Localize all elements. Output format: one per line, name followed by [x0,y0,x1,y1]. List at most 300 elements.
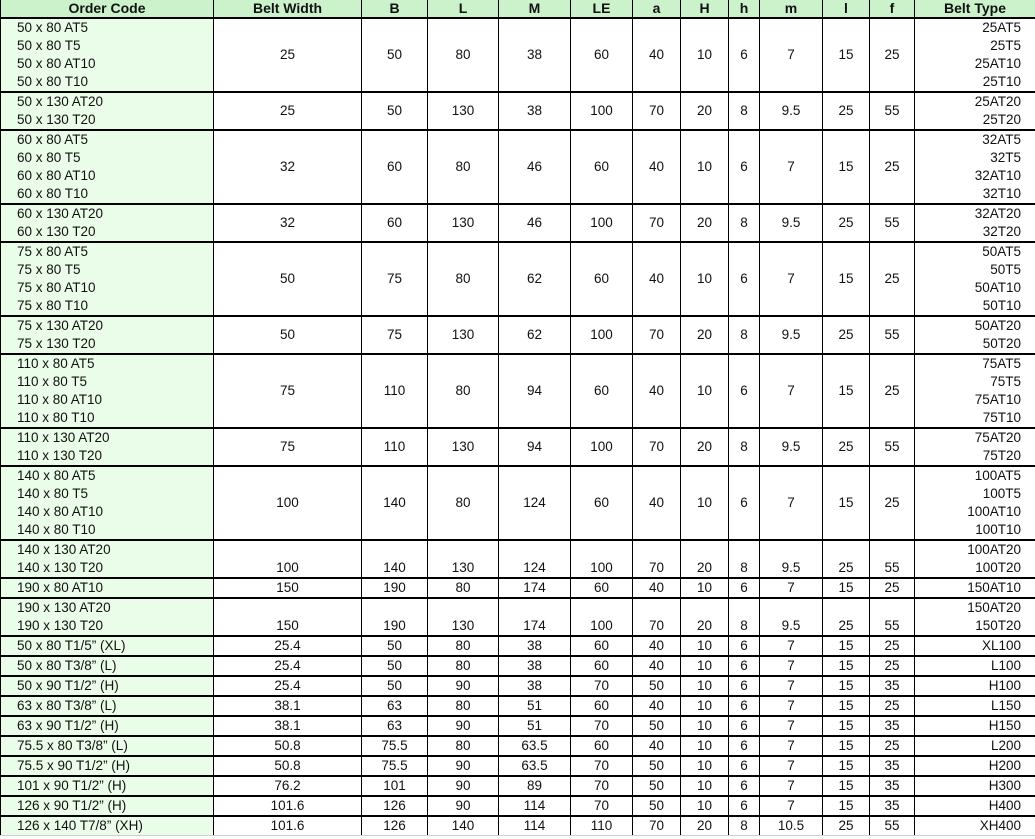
value-cell: 140 [428,816,499,836]
value-cell: 8 [729,598,760,636]
value-cell: 60 [571,130,633,204]
belt-type: 50AT20 [974,318,1021,333]
value-cell: 40 [633,656,681,676]
value-cell: 55 [870,92,915,130]
value-cell: 15 [823,466,870,540]
value-cell: 25 [823,816,870,836]
value-cell: 50.8 [214,756,362,776]
value-cell: 10 [681,656,729,676]
belt-type: 150AT10 [967,580,1021,595]
table-row [1,816,1035,836]
belt-type-cell [915,242,1035,316]
belt-type: XH400 [979,818,1021,833]
value-cell: 100 [571,540,633,578]
belt-type-cell [915,578,1035,598]
order-code: 50 x 80 T10 [17,74,89,89]
value-cell: 7 [760,676,823,696]
order-code: 140 x 80 T5 [17,486,89,501]
value-cell: 10 [681,354,729,428]
value-cell: 25.4 [214,676,362,696]
value-cell: 6 [729,18,760,92]
value-cell: 126 [362,816,428,836]
value-cell: 70 [571,676,633,696]
belt-type: 25AT20 [974,94,1021,109]
belt-type-cell [915,816,1035,836]
value-cell: 55 [870,316,915,354]
value-cell: 70 [633,816,681,836]
value-cell: 25 [823,316,870,354]
order-code-cell [1,540,214,578]
value-cell: 50 [633,676,681,696]
belt-type: 25T5 [990,38,1021,53]
col-header-f: f [870,0,915,18]
belt-type: 150T20 [975,618,1021,633]
value-cell: 20 [681,598,729,636]
value-cell: 70 [571,716,633,736]
table-row [1,578,1035,598]
order-code-cell [1,242,214,316]
col-header-le: LE [571,0,633,18]
order-code-cell [1,204,214,242]
belt-type: 100T5 [982,486,1021,501]
belt-type-cell [915,676,1035,696]
belt-type: 25T20 [982,112,1021,127]
value-cell: 80 [428,466,499,540]
value-cell: 8 [729,92,760,130]
value-cell: 50 [362,18,428,92]
value-cell: 114 [499,796,571,816]
belt-type: 25AT10 [974,56,1021,71]
value-cell: 190 [362,578,428,598]
value-cell: 50 [633,716,681,736]
value-cell: 9.5 [760,204,823,242]
belt-type: 32AT10 [974,168,1021,183]
value-cell: 9.5 [760,598,823,636]
value-cell: 6 [729,696,760,716]
value-cell: 25 [870,656,915,676]
value-cell: 6 [729,466,760,540]
belt-type-cell [915,756,1035,776]
order-code-cell [1,796,214,816]
value-cell: 10 [681,696,729,716]
value-cell: 130 [428,428,499,466]
order-code: 63 x 90 T1/2” (H) [17,718,119,733]
order-code-cell [1,716,214,736]
value-cell: 75.5 [362,756,428,776]
value-cell: 70 [633,428,681,466]
value-cell: 70 [633,204,681,242]
order-code: 190 x 130 AT20 [17,600,111,615]
value-cell: 101.6 [214,816,362,836]
value-cell: 63.5 [499,756,571,776]
order-code: 63 x 80 T3/8” (L) [17,698,117,713]
value-cell: 10 [681,716,729,736]
value-cell: 55 [870,540,915,578]
table-row [1,736,1035,756]
table-row [1,598,1035,636]
value-cell: 124 [499,540,571,578]
value-cell: 75 [214,428,362,466]
value-cell: 7 [760,756,823,776]
belt-type: L150 [990,698,1021,713]
value-cell: 35 [870,796,915,816]
belt-type-cell [915,354,1035,428]
value-cell: 80 [428,736,499,756]
value-cell: 110 [362,354,428,428]
value-cell: 40 [633,18,681,92]
value-cell: 50 [362,92,428,130]
belt-type: 32T5 [990,150,1021,165]
belt-type: 100T20 [975,560,1021,575]
value-cell: 7 [760,796,823,816]
order-code: 50 x 130 T20 [17,112,96,127]
value-cell: 130 [428,204,499,242]
table-row [1,756,1035,776]
value-cell: 80 [428,18,499,92]
value-cell: 35 [870,776,915,796]
value-cell: 25 [870,354,915,428]
value-cell: 15 [823,676,870,696]
belt-type: 50T20 [982,336,1021,351]
order-code-cell [1,354,214,428]
value-cell: 40 [633,636,681,656]
value-cell: 51 [499,716,571,736]
value-cell: 50 [633,776,681,796]
belt-type: 50AT5 [982,244,1021,259]
value-cell: 10 [681,776,729,796]
value-cell: 40 [633,466,681,540]
value-cell: 75.5 [362,736,428,756]
value-cell: 40 [633,130,681,204]
col-header-m: M [499,0,571,18]
belt-type: 75T5 [990,374,1021,389]
table-row [1,656,1035,676]
header-row [1,0,1035,18]
value-cell: 89 [499,776,571,796]
order-code-cell [1,92,214,130]
belt-type: 25T10 [982,74,1021,89]
order-code-cell [1,636,214,656]
table-row [1,796,1035,816]
order-code: 110 x 130 T20 [17,448,103,463]
value-cell: 6 [729,736,760,756]
value-cell: 70 [633,316,681,354]
table-row [1,316,1035,354]
value-cell: 7 [760,18,823,92]
value-cell: 80 [428,696,499,716]
value-cell: 10 [681,578,729,598]
value-cell: 101 [362,776,428,796]
value-cell: 35 [870,756,915,776]
value-cell: 55 [870,428,915,466]
order-code: 50 x 80 T5 [17,38,81,53]
belt-type-cell [915,716,1035,736]
value-cell: 15 [823,18,870,92]
value-cell: 25 [870,578,915,598]
order-code: 110 x 80 AT10 [17,392,103,407]
order-code: 60 x 80 T5 [17,150,81,165]
value-cell: 10 [681,756,729,776]
order-code-cell [1,736,214,756]
order-code-cell [1,466,214,540]
value-cell: 100 [571,316,633,354]
order-code: 190 x 130 T20 [17,618,104,633]
value-cell: 20 [681,540,729,578]
belt-type-cell [915,92,1035,130]
value-cell: 38.1 [214,716,362,736]
value-cell: 25.4 [214,656,362,676]
col-header-l: L [428,0,499,18]
value-cell: 150 [214,578,362,598]
value-cell: 90 [428,796,499,816]
belt-type: 32AT5 [982,132,1021,147]
value-cell: 62 [499,242,571,316]
belt-type: 100T10 [975,522,1021,537]
value-cell: 25 [214,18,362,92]
value-cell: 20 [681,92,729,130]
order-code-cell [1,696,214,716]
col-header-h-lower: h [729,0,760,18]
table-row [1,18,1035,92]
value-cell: 7 [760,354,823,428]
value-cell: 9.5 [760,428,823,466]
value-cell: 174 [499,598,571,636]
table-row [1,636,1035,656]
value-cell: 6 [729,354,760,428]
belt-type: H200 [988,758,1021,773]
value-cell: 38.1 [214,696,362,716]
value-cell: 10 [681,466,729,540]
value-cell: 10.5 [760,816,823,836]
order-code: 101 x 90 T1/2” (H) [17,778,127,793]
value-cell: 60 [571,466,633,540]
value-cell: 6 [729,130,760,204]
value-cell: 50 [362,676,428,696]
belt-type: 100AT10 [967,504,1021,519]
belt-type: 50T10 [982,298,1021,313]
table-row [1,92,1035,130]
order-code: 190 x 80 AT10 [17,580,104,595]
value-cell: 6 [729,796,760,816]
value-cell: 10 [681,796,729,816]
value-cell: 46 [499,204,571,242]
order-code: 110 x 80 T5 [17,374,88,389]
value-cell: 80 [428,578,499,598]
value-cell: 60 [571,696,633,716]
value-cell: 130 [428,598,499,636]
value-cell: 35 [870,676,915,696]
value-cell: 25 [214,92,362,130]
value-cell: 25 [870,736,915,756]
value-cell: 25 [870,18,915,92]
order-code: 140 x 130 AT20 [17,542,111,557]
value-cell: 100 [571,204,633,242]
table-row [1,130,1035,204]
belt-type-cell [915,598,1035,636]
belt-type: 32T10 [982,186,1021,201]
belt-type: L100 [990,658,1021,673]
col-header-h-upper: H [681,0,729,18]
value-cell: 50 [214,316,362,354]
value-cell: 6 [729,242,760,316]
order-code-cell [1,578,214,598]
value-cell: 10 [681,736,729,756]
value-cell: 38 [499,676,571,696]
value-cell: 94 [499,428,571,466]
order-code: 140 x 80 AT5 [17,468,96,483]
belt-type-cell [915,18,1035,92]
value-cell: 7 [760,736,823,756]
value-cell: 25 [870,130,915,204]
order-code-cell [1,598,214,636]
value-cell: 50.8 [214,736,362,756]
value-cell: 20 [681,204,729,242]
belt-type-cell [915,428,1035,466]
value-cell: 75 [362,316,428,354]
value-cell: 50 [214,242,362,316]
belt-type: H300 [988,778,1021,793]
value-cell: 63 [362,716,428,736]
value-cell: 80 [428,636,499,656]
value-cell: 15 [823,736,870,756]
value-cell: 7 [760,130,823,204]
col-header-l-lower: l [823,0,870,18]
order-code: 140 x 80 T10 [17,522,96,537]
order-code: 126 x 140 T7/8” (XH) [17,818,143,833]
value-cell: 20 [681,816,729,836]
value-cell: 150 [214,598,362,636]
value-cell: 55 [870,204,915,242]
value-cell: 15 [823,776,870,796]
value-cell: 70 [633,540,681,578]
value-cell: 15 [823,578,870,598]
value-cell: 100 [571,428,633,466]
value-cell: 174 [499,578,571,598]
belt-type: H400 [988,798,1021,813]
order-code-cell [1,656,214,676]
table-row [1,776,1035,796]
value-cell: 60 [571,242,633,316]
table-row [1,716,1035,736]
value-cell: 80 [428,242,499,316]
value-cell: 25 [823,540,870,578]
value-cell: 40 [633,354,681,428]
belt-type-cell [915,796,1035,816]
value-cell: 9.5 [760,316,823,354]
order-code: 110 x 80 T10 [17,410,95,425]
value-cell: 7 [760,466,823,540]
value-cell: 32 [214,130,362,204]
value-cell: 70 [633,92,681,130]
table-row [1,466,1035,540]
value-cell: 70 [633,598,681,636]
belt-type: 50T5 [990,262,1021,277]
order-code: 75 x 80 T10 [17,298,89,313]
value-cell: 101.6 [214,796,362,816]
value-cell: 60 [571,656,633,676]
order-code: 60 x 80 T10 [17,186,89,201]
value-cell: 38 [499,656,571,676]
value-cell: 35 [870,716,915,736]
belt-type: 25AT5 [982,20,1021,35]
value-cell: 70 [571,756,633,776]
order-code: 60 x 80 AT5 [17,132,89,147]
order-code-cell [1,316,214,354]
value-cell: 38 [499,18,571,92]
value-cell: 114 [499,816,571,836]
value-cell: 40 [633,696,681,716]
belt-type: 75T10 [982,410,1021,425]
belt-type-cell [915,130,1035,204]
value-cell: 75 [362,242,428,316]
order-code: 50 x 80 T3/8” (L) [17,658,117,673]
value-cell: 124 [499,466,571,540]
value-cell: 140 [362,540,428,578]
order-code: 60 x 130 AT20 [17,206,104,221]
value-cell: 50 [362,636,428,656]
value-cell: 15 [823,756,870,776]
value-cell: 140 [362,466,428,540]
belt-type: 100AT20 [967,542,1021,557]
belt-type-cell [915,204,1035,242]
value-cell: 100 [214,540,362,578]
belt-type: L200 [990,738,1021,753]
value-cell: 25 [823,598,870,636]
order-code-cell [1,676,214,696]
col-header-a: a [633,0,681,18]
value-cell: 55 [870,816,915,836]
value-cell: 130 [428,92,499,130]
value-cell: 76.2 [214,776,362,796]
value-cell: 10 [681,130,729,204]
order-code: 75 x 80 AT5 [17,244,89,259]
belt-type: 75AT5 [982,356,1021,371]
belt-type: 32AT20 [974,206,1021,221]
value-cell: 80 [428,656,499,676]
belt-type: H100 [988,678,1021,693]
value-cell: 60 [571,354,633,428]
value-cell: 9.5 [760,540,823,578]
order-code-cell [1,18,214,92]
order-code: 50 x 80 AT5 [17,20,89,35]
belt-type-cell [915,466,1035,540]
belt-type: 50AT10 [974,280,1021,295]
value-cell: 40 [633,242,681,316]
table-row [1,676,1035,696]
value-cell: 7 [760,656,823,676]
belt-type: XL100 [981,638,1021,653]
value-cell: 60 [571,578,633,598]
value-cell: 62 [499,316,571,354]
value-cell: 50 [633,796,681,816]
value-cell: 46 [499,130,571,204]
order-code: 50 x 90 T1/2” (H) [17,678,119,693]
value-cell: 100 [571,598,633,636]
value-cell: 8 [729,428,760,466]
value-cell: 110 [362,428,428,466]
col-header-order-code: Order Code [1,0,214,18]
value-cell: 6 [729,578,760,598]
value-cell: 90 [428,676,499,696]
belt-type-cell [915,540,1035,578]
table-row [1,242,1035,316]
belt-type-cell [915,696,1035,716]
value-cell: 8 [729,316,760,354]
value-cell: 60 [362,204,428,242]
value-cell: 63.5 [499,736,571,756]
belt-type: H150 [988,718,1021,733]
value-cell: 25 [823,428,870,466]
